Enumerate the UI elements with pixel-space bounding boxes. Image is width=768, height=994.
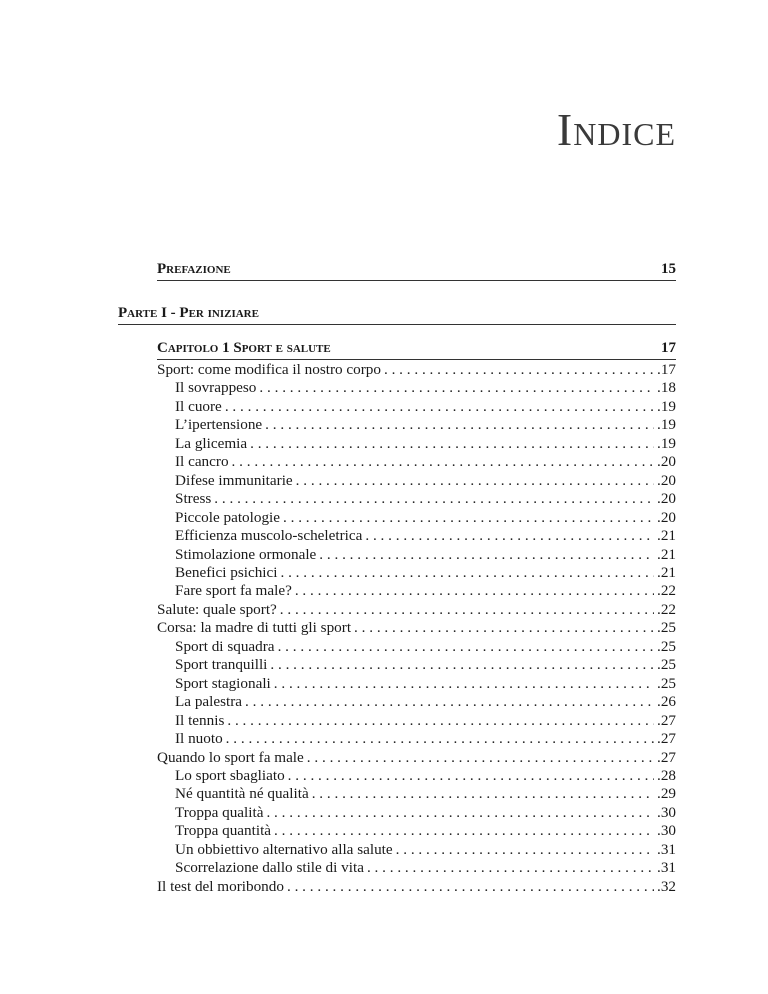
toc-entry <box>157 878 676 896</box>
toc-leader-dots <box>280 564 654 582</box>
toc-leader-dots <box>396 841 654 859</box>
toc-entry-page: .28 <box>657 766 676 784</box>
toc-entry-page: .29 <box>657 785 676 803</box>
toc-entry-title: Il test del moribondo <box>157 877 284 895</box>
toc-entry-title: Sport stagionali <box>175 674 271 692</box>
toc-entry-page: .25 <box>657 619 676 637</box>
page-title: Indice <box>556 104 676 155</box>
toc-entry <box>157 582 676 600</box>
toc-entry-title: Benefici psichici <box>175 563 278 581</box>
toc-entry-page: .19 <box>657 416 676 434</box>
toc-entry-page: .19 <box>657 434 676 452</box>
chapter-label: Capitolo 1 Sport e salute <box>157 340 331 356</box>
toc-entry-page: .27 <box>657 748 676 766</box>
toc-entry-title: Stimolazione ormonale <box>175 545 317 563</box>
toc-entry-title: Né quantità né qualità <box>175 785 309 803</box>
toc-entry-page: .30 <box>657 822 676 840</box>
toc-entry-title: Lo sport sbagliato <box>175 766 285 784</box>
toc-leader-dots <box>367 859 654 877</box>
toc-entry-page: .30 <box>657 803 676 821</box>
toc-entry <box>157 509 676 527</box>
toc-entry <box>157 546 676 564</box>
toc-entry-title: Sport: come modifica il nostro corpo <box>157 361 381 378</box>
toc-leader-dots <box>295 582 654 600</box>
toc-leader-dots <box>245 693 654 711</box>
toc-entry-list <box>157 361 676 896</box>
toc-entry-title: L’ipertensione <box>175 416 263 434</box>
toc-leader-dots <box>312 785 654 803</box>
toc-entry <box>157 785 676 803</box>
toc-entry-page: .22 <box>657 600 676 618</box>
toc-entry-title: Il sovrappeso <box>175 379 257 397</box>
toc-entry <box>157 822 676 840</box>
toc-entry <box>157 435 676 453</box>
toc-entry-page: .26 <box>657 693 676 711</box>
toc-entry-title: Troppa quantità <box>175 822 272 840</box>
toc-leader-dots <box>307 749 654 767</box>
part-label: Parte I - Per iniziare <box>118 305 259 321</box>
toc-entry-page: .25 <box>657 656 676 674</box>
toc-leader-dots <box>296 472 654 490</box>
toc-prefazione <box>157 260 676 281</box>
toc-entry <box>157 859 676 877</box>
toc-entry <box>157 361 676 379</box>
toc-entry <box>157 675 676 693</box>
toc-entry-page: .27 <box>657 711 676 729</box>
toc-leader-dots <box>384 361 654 379</box>
toc-leader-dots <box>365 527 654 545</box>
toc-entry-page: .31 <box>657 840 676 858</box>
toc-entry-page: .25 <box>657 637 676 655</box>
toc-leader-dots <box>274 675 654 693</box>
toc-entry-page: .20 <box>657 508 676 526</box>
toc-leader-dots <box>225 398 654 416</box>
toc-leader-dots <box>319 546 654 564</box>
toc-entry-page: .21 <box>657 527 676 545</box>
toc-entry <box>157 619 676 637</box>
toc-entry-title: Corsa: la madre di tutti gli sport <box>157 619 352 637</box>
toc-leader-dots <box>259 379 654 397</box>
toc-part-heading <box>118 304 676 325</box>
toc-leader-dots <box>278 638 654 656</box>
toc-leader-dots <box>270 656 654 674</box>
toc-entry <box>157 804 676 822</box>
toc-leader-dots <box>227 712 654 730</box>
toc-entry-page: .22 <box>657 582 676 600</box>
toc-entry-title: Quando lo sport fa male <box>157 748 304 766</box>
toc-entry-page: .17 <box>657 361 676 378</box>
toc-entry <box>157 472 676 490</box>
toc-entry-title: Efficienza muscolo-scheletrica <box>175 527 363 545</box>
toc-entry <box>157 693 676 711</box>
toc-leader-dots <box>287 878 654 896</box>
toc-entry <box>157 398 676 416</box>
toc-entry <box>157 416 676 434</box>
toc-entry-title: Sport di squadra <box>175 637 275 655</box>
prefazione-page: 15 <box>661 261 676 277</box>
toc-entry-page: .25 <box>657 674 676 692</box>
toc-leader-dots <box>214 490 654 508</box>
toc-entry-title: Il nuoto <box>175 730 223 748</box>
toc-entry <box>157 379 676 397</box>
toc-entry-title: Troppa qualità <box>175 803 264 821</box>
toc-leader-dots <box>288 767 654 785</box>
toc-leader-dots <box>232 453 654 471</box>
toc-entry-page: .21 <box>657 563 676 581</box>
toc-entry <box>157 564 676 582</box>
toc-entry-title: Fare sport fa male? <box>175 582 292 600</box>
toc-leader-dots <box>266 804 654 822</box>
toc-entry <box>157 656 676 674</box>
toc-entry-page: .20 <box>657 490 676 508</box>
toc-leader-dots <box>274 822 654 840</box>
toc-entry-page: .21 <box>657 545 676 563</box>
toc-leader-dots <box>280 601 654 619</box>
toc-entry <box>157 730 676 748</box>
toc-entry-page: .20 <box>657 453 676 471</box>
toc-entry <box>157 490 676 508</box>
toc-entry-page: .18 <box>657 379 676 397</box>
toc-entry-title: Difese immunitarie <box>175 471 293 489</box>
toc-entry <box>157 638 676 656</box>
toc-entry <box>157 767 676 785</box>
toc-entry-title: Salute: quale sport? <box>157 600 277 618</box>
toc-entry-page: .27 <box>657 730 676 748</box>
toc-entry <box>157 841 676 859</box>
toc-entry <box>157 527 676 545</box>
toc-entry-page: .20 <box>657 471 676 489</box>
toc-entry <box>157 601 676 619</box>
toc-entry <box>157 749 676 767</box>
toc-leader-dots <box>250 435 654 453</box>
toc-entry-title: La palestra <box>175 693 243 711</box>
toc-leader-dots <box>283 509 654 527</box>
toc-entry <box>157 712 676 730</box>
toc-leader-dots <box>226 730 654 748</box>
toc-entry-title: Il cancro <box>175 453 229 471</box>
toc-entry <box>157 453 676 471</box>
toc-entry-title: Stress <box>175 490 212 508</box>
toc-chapter-heading <box>157 339 676 360</box>
toc-entry-title: Sport tranquilli <box>175 656 268 674</box>
toc-entry-title: Il cuore <box>175 397 222 415</box>
toc-entry-page: .32 <box>657 877 676 895</box>
toc-entry-title: Piccole patologie <box>175 508 281 526</box>
chapter-page: 17 <box>661 340 676 356</box>
toc-entry-title: Un obbiettivo alternativo alla salute <box>175 840 393 858</box>
toc-entry-title: Scorrelazione dallo stile di vita <box>175 859 364 877</box>
toc-entry-page: .31 <box>657 859 676 877</box>
toc-entry-title: La glicemia <box>175 434 248 452</box>
toc-leader-dots <box>265 416 654 434</box>
toc-entry-title: Il tennis <box>175 711 225 729</box>
toc-leader-dots <box>354 619 654 637</box>
toc-entry-page: .19 <box>657 397 676 415</box>
prefazione-label: Prefazione <box>157 261 231 277</box>
